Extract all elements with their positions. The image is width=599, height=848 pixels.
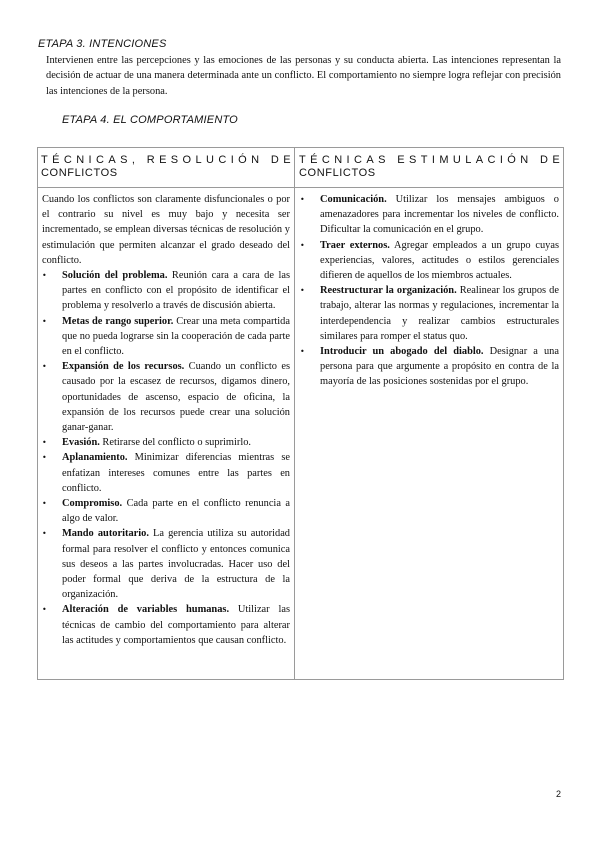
resolution-technique-item	[42, 268, 290, 314]
stimulation-technique-item-text: Realinear los grupos de trabajo, alterar las normas y regulaciones, incrementar la interdependencia y realizar cambios estructurales similares para romper el status quo.	[320, 285, 559, 342]
bullet-icon: •	[42, 316, 47, 326]
bullet-icon: •	[300, 195, 305, 204]
resolution-technique-item-text: Reunión cara a cara de las partes en conflicto con el propósito de identificar el problema y resolverlo a través de discusión abierta.	[62, 270, 290, 312]
stimulation-technique-item-text: Agregar empleados a un grupo cuyas experiencias, valores, actitudes o estilos gerenciales difieren de aquellos de los miembros actuales.	[320, 239, 559, 282]
resolution-technique-item-text: Cada parte en el conflicto renuncia a algo de valor.	[62, 498, 290, 525]
stimulation-techniques-cell	[300, 192, 559, 390]
bullet-icon: •	[42, 529, 47, 539]
resolution-technique-item	[42, 496, 290, 526]
resolution-techniques-cell	[42, 192, 290, 648]
header-divider	[38, 187, 563, 188]
resolution-technique-item-text: Minimizar diferencias mientras se enfatizan intereses comunes entre las partes en conflicto.	[62, 452, 290, 494]
resolution-technique-item-term: Expansión de los recursos.	[62, 361, 185, 373]
resolution-technique-item-text: Crear una meta compartida que no pueda lograrse sin la cooperación de cada parte en el conflicto.	[62, 315, 290, 358]
resolution-column-header	[41, 154, 296, 180]
resolution-intro: Cuando los conflictos son claramente disfuncionales o por el contrario su nivel es muy bajo y necesita ser incrementado, se emplean diversas técnicas de resolución y estimulación que permiten alcanzar el grado deseado del conflicto.	[42, 194, 290, 266]
stimulation-technique-item-text: Designar a una persona para que argumente a propósito en contra de la mayoría de las posiciones sostenidas por el grupo.	[320, 346, 559, 388]
resolution-technique-item	[42, 314, 290, 360]
resolution-technique-item-term: Mando autoritario.	[62, 528, 149, 540]
resolution-technique-item	[42, 359, 290, 435]
etapa3-heading: ETAPA 3. INTENCIONES	[38, 38, 167, 50]
resolution-technique-item	[42, 526, 290, 602]
stimulation-technique-item	[300, 283, 559, 344]
page-number: 2	[556, 789, 562, 799]
etapa3-paragraph: Intervienen entre las percepciones y las emociones de las personas y su conducta abierta. Las intenciones representan la decisión de actuar de una manera determinada ante un conflicto. El comportamiento no siempre logra reflejar con precisión las intenciones de la persona.	[46, 55, 561, 97]
stimulation-technique-item	[300, 192, 559, 238]
resolution-techniques-list	[42, 268, 290, 648]
bullet-icon: •	[42, 438, 47, 448]
resolution-technique-item-term: Metas de rango superior.	[62, 315, 174, 327]
bullet-icon: •	[300, 347, 305, 357]
bullet-icon: •	[42, 271, 47, 281]
resolution-technique-item-term: Evasión.	[62, 437, 100, 449]
stimulation-technique-item	[300, 344, 559, 390]
resolution-technique-item	[42, 602, 290, 648]
stimulation-technique-item-text: Utilizar los mensajes ambiguos o amenazadores para incrementar los niveles de conflicto. Dificultar la comunicación en el grupo.	[320, 194, 559, 236]
stimulation-column-header	[299, 154, 565, 180]
resolution-technique-item	[42, 435, 290, 450]
column-divider	[294, 148, 295, 679]
resolution-technique-item-term: Compromiso.	[62, 498, 123, 510]
stimulation-techniques-list	[300, 192, 559, 390]
stimulation-technique-item-term: Comunicación.	[320, 194, 387, 205]
stimulation-technique-item-term: Reestructurar la organización.	[320, 285, 457, 297]
resolution-header-line1: TÉCNICAS, RESOLUCIÓN DE	[41, 154, 296, 166]
bullet-icon: •	[300, 286, 305, 296]
stimulation-technique-item-term: Introducir un abogado del diablo.	[320, 346, 484, 358]
stimulation-technique-item	[300, 238, 559, 284]
resolution-technique-item-text: Cuando un conflicto es causado por la escasez de recursos, digamos dinero, oportunidades de ascenso, espacio de oficina, la expansión de los recursos puede crear una solución ganar-ganar.	[62, 361, 290, 434]
resolution-technique-item-text: La gerencia utiliza su autoridad formal para resolver el conflicto y entonces comunica sus deseos a las partes involucradas. Hacer uso del poder formal que deriva de la estructura de la organización.	[62, 528, 291, 601]
bullet-icon: •	[42, 362, 47, 372]
bullet-icon: •	[42, 499, 47, 509]
stimulation-technique-item-term: Traer externos.	[320, 239, 390, 251]
bullet-icon: •	[300, 240, 305, 250]
bullet-icon: •	[42, 605, 47, 615]
resolution-header-line2: CONFLICTOS	[41, 167, 118, 179]
resolution-technique-item-term: Solución del problema.	[62, 270, 168, 282]
etapa4-heading: ETAPA 4. EL COMPORTAMIENTO	[62, 114, 238, 126]
resolution-technique-item-term: Alteración de variables humanas.	[62, 604, 230, 616]
techniques-table	[37, 147, 564, 680]
resolution-technique-item-text: Utilizar las técnicas de cambio del comportamiento para alterar las actitudes y comportamientos que causan conflicto.	[62, 604, 290, 646]
resolution-technique-item-text: Retirarse del conflicto o suprimirlo.	[99, 437, 252, 449]
resolution-technique-item-term: Aplanamiento.	[62, 452, 128, 464]
stimulation-header-line1: TÉCNICAS ESTIMULACIÓN DE	[299, 154, 565, 166]
bullet-icon: •	[42, 453, 47, 463]
stimulation-header-line2: CONFLICTOS	[299, 167, 376, 179]
resolution-technique-item	[42, 450, 290, 496]
